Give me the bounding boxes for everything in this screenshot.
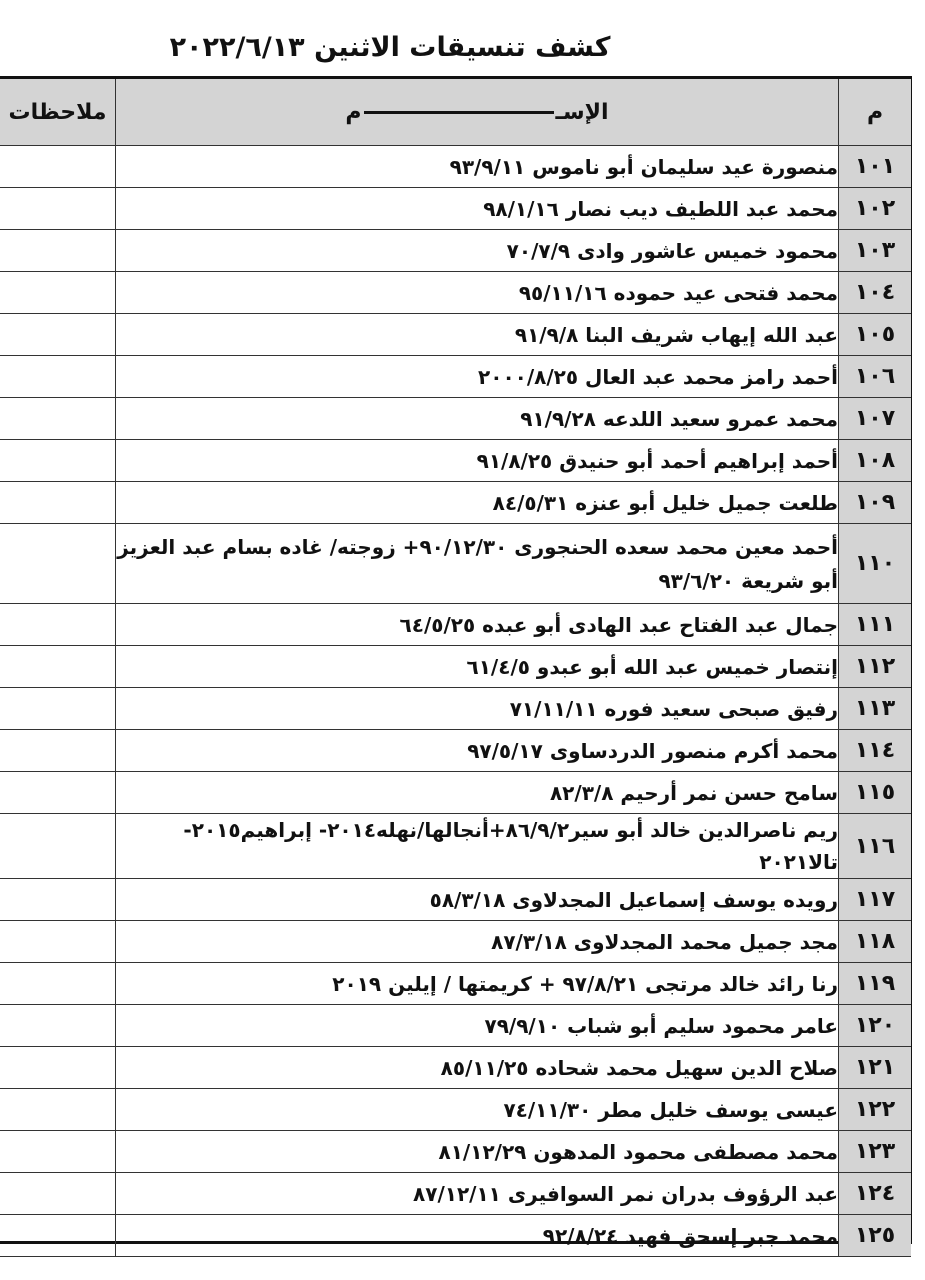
row-name: ريم ناصرالدين خالد أبو سير٨٦/٩/٢+أنجالها/نهله٢٠١٤- إبراهيم٢٠١٥- تالا٢٠٢١ [116, 814, 839, 879]
row-number: ١٠٦ [839, 356, 912, 398]
row-number: ١١٣ [839, 688, 912, 730]
row-name: سامح حسن نمر أرحيم ٨٢/٣/٨ [116, 772, 839, 814]
row-notes [0, 1047, 116, 1089]
row-number: ١٠٨ [839, 440, 912, 482]
row-notes [0, 482, 116, 524]
row-notes [0, 1089, 116, 1131]
row-notes [0, 772, 116, 814]
row-notes [0, 146, 116, 188]
row-notes [0, 188, 116, 230]
row-number: ١٠٩ [839, 482, 912, 524]
row-notes [0, 604, 116, 646]
page-title: كشف تنسيقات الاثنين ٢٠٢٢/٦/١٣ [169, 32, 611, 63]
row-name: أحمد إبراهيم أحمد أبو حنيدق ٩١/٨/٢٥ [116, 440, 839, 482]
table-row [0, 1047, 911, 1089]
row-number: ١٢١ [839, 1047, 912, 1089]
row-number: ١١٠ [839, 524, 912, 604]
row-notes [0, 272, 116, 314]
row-number: ١٠٧ [839, 398, 912, 440]
row-name: محمد فتحى عيد حموده ٩٥/١١/١٦ [116, 272, 839, 314]
table-row [0, 646, 911, 688]
table-row [0, 314, 911, 356]
row-name: رويده يوسف إسماعيل المجدلاوى ٥٨/٣/١٨ [116, 879, 839, 921]
row-name: أحمد رامز محمد عبد العال ٢٠٠٠/٨/٢٥ [116, 356, 839, 398]
row-name: عامر محمود سليم أبو شباب ٧٩/٩/١٠ [116, 1005, 839, 1047]
row-number: ١٢٣ [839, 1131, 912, 1173]
row-notes [0, 688, 116, 730]
table-row [0, 272, 911, 314]
row-notes [0, 1005, 116, 1047]
table-header-row [0, 79, 911, 146]
table-row [0, 524, 911, 604]
row-name: محمود خميس عاشور وادى ٧٠/٧/٩ [116, 230, 839, 272]
row-number: ١١١ [839, 604, 912, 646]
names-table [0, 79, 911, 1257]
row-number: ١٢٠ [839, 1005, 912, 1047]
row-notes [0, 814, 116, 879]
row-notes [0, 314, 116, 356]
row-name: صلاح الدين سهيل محمد شحاده ٨٥/١١/٢٥ [116, 1047, 839, 1089]
row-name: رفيق صبحى سعيد فوره ٧١/١١/١١ [116, 688, 839, 730]
row-notes [0, 230, 116, 272]
row-number: ١٢٥ [839, 1215, 912, 1257]
row-notes [0, 921, 116, 963]
row-name: منصورة عيد سليمان أبو ناموس ٩٣/٩/١١ [116, 146, 839, 188]
row-number: ١٢٢ [839, 1089, 912, 1131]
row-notes [0, 1215, 116, 1257]
names-sheet [0, 76, 912, 1248]
row-number: ١٠١ [839, 146, 912, 188]
column-header-name-tatweel [364, 111, 554, 114]
row-name: محمد عمرو سعيد اللدعه ٩١/٩/٢٨ [116, 398, 839, 440]
row-notes [0, 356, 116, 398]
row-notes [0, 879, 116, 921]
row-number: ١١٨ [839, 921, 912, 963]
row-name: طلعت جميل خليل أبو عنزه ٨٤/٥/٣١ [116, 482, 839, 524]
row-name: محمد أكرم منصور الدردساوى ٩٧/٥/١٧ [116, 730, 839, 772]
row-notes [0, 440, 116, 482]
row-number: ١١٧ [839, 879, 912, 921]
row-name: محمد عبد اللطيف ديب نصار ٩٨/١/١٦ [116, 188, 839, 230]
row-number: ١٠٤ [839, 272, 912, 314]
row-name: جمال عبد الفتاح عبد الهادى أبو عبده ٦٤/٥/٢٥ [116, 604, 839, 646]
row-number: ١١٦ [839, 814, 912, 879]
row-name: عبد الرؤوف بدران نمر السوافيرى ٨٧/١٢/١١ [116, 1173, 839, 1215]
row-number: ١١٥ [839, 772, 912, 814]
row-name: إنتصار خميس عبد الله أبو عبدو ٦١/٤/٥ [116, 646, 839, 688]
column-header-name-start: الإسـ [555, 99, 609, 125]
table-row [0, 730, 911, 772]
row-number: ١٠٢ [839, 188, 912, 230]
row-notes [0, 398, 116, 440]
table-row [0, 921, 911, 963]
table-row [0, 604, 911, 646]
row-notes [0, 646, 116, 688]
table-row [0, 1005, 911, 1047]
row-notes [0, 1173, 116, 1215]
column-header-number: م [839, 79, 912, 146]
table-row [0, 440, 911, 482]
row-number: ١١٤ [839, 730, 912, 772]
table-row [0, 1089, 911, 1131]
table-row [0, 230, 911, 272]
table-row [0, 398, 911, 440]
row-notes [0, 1131, 116, 1173]
table-row [0, 963, 911, 1005]
column-header-name-end: م [345, 99, 362, 125]
row-notes [0, 730, 116, 772]
table-row [0, 146, 911, 188]
table-row [0, 772, 911, 814]
table-row [0, 879, 911, 921]
row-number: ١١٩ [839, 963, 912, 1005]
table-row [0, 688, 911, 730]
row-name: محمد جبر إسحق فهيد ٩٢/٨/٢٤ [116, 1215, 839, 1257]
row-name: رنا رائد خالد مرتجى ٩٧/٨/٢١ + كريمتها / إيلين ٢٠١٩ [116, 963, 839, 1005]
row-number: ١٠٣ [839, 230, 912, 272]
row-number: ١٢٤ [839, 1173, 912, 1215]
row-name: عبد الله إيهاب شريف البنا ٩١/٩/٨ [116, 314, 839, 356]
table-body [0, 146, 911, 1257]
table-row [0, 814, 911, 879]
table-row [0, 356, 911, 398]
row-name: محمد مصطفى محمود المدهون ٨١/١٢/٢٩ [116, 1131, 839, 1173]
column-header-notes: ملاحظات [0, 79, 116, 146]
row-notes [0, 524, 116, 604]
table-row [0, 1131, 911, 1173]
row-name: مجد جميل محمد المجدلاوى ٨٧/٣/١٨ [116, 921, 839, 963]
row-notes [0, 963, 116, 1005]
table-row [0, 1215, 911, 1257]
row-name: أحمد معين محمد سعده الحنجورى ٩٠/١٢/٣٠+ زوجته/ غاده بسام عبد العزيز أبو شريعة ٩٣/٦/٢٠ [116, 524, 839, 604]
row-number: ١٠٥ [839, 314, 912, 356]
row-name: عيسى يوسف خليل مطر ٧٤/١١/٣٠ [116, 1089, 839, 1131]
table-row [0, 482, 911, 524]
column-header-name [116, 79, 839, 146]
row-number: ١١٢ [839, 646, 912, 688]
table-row [0, 1173, 911, 1215]
table-row [0, 188, 911, 230]
